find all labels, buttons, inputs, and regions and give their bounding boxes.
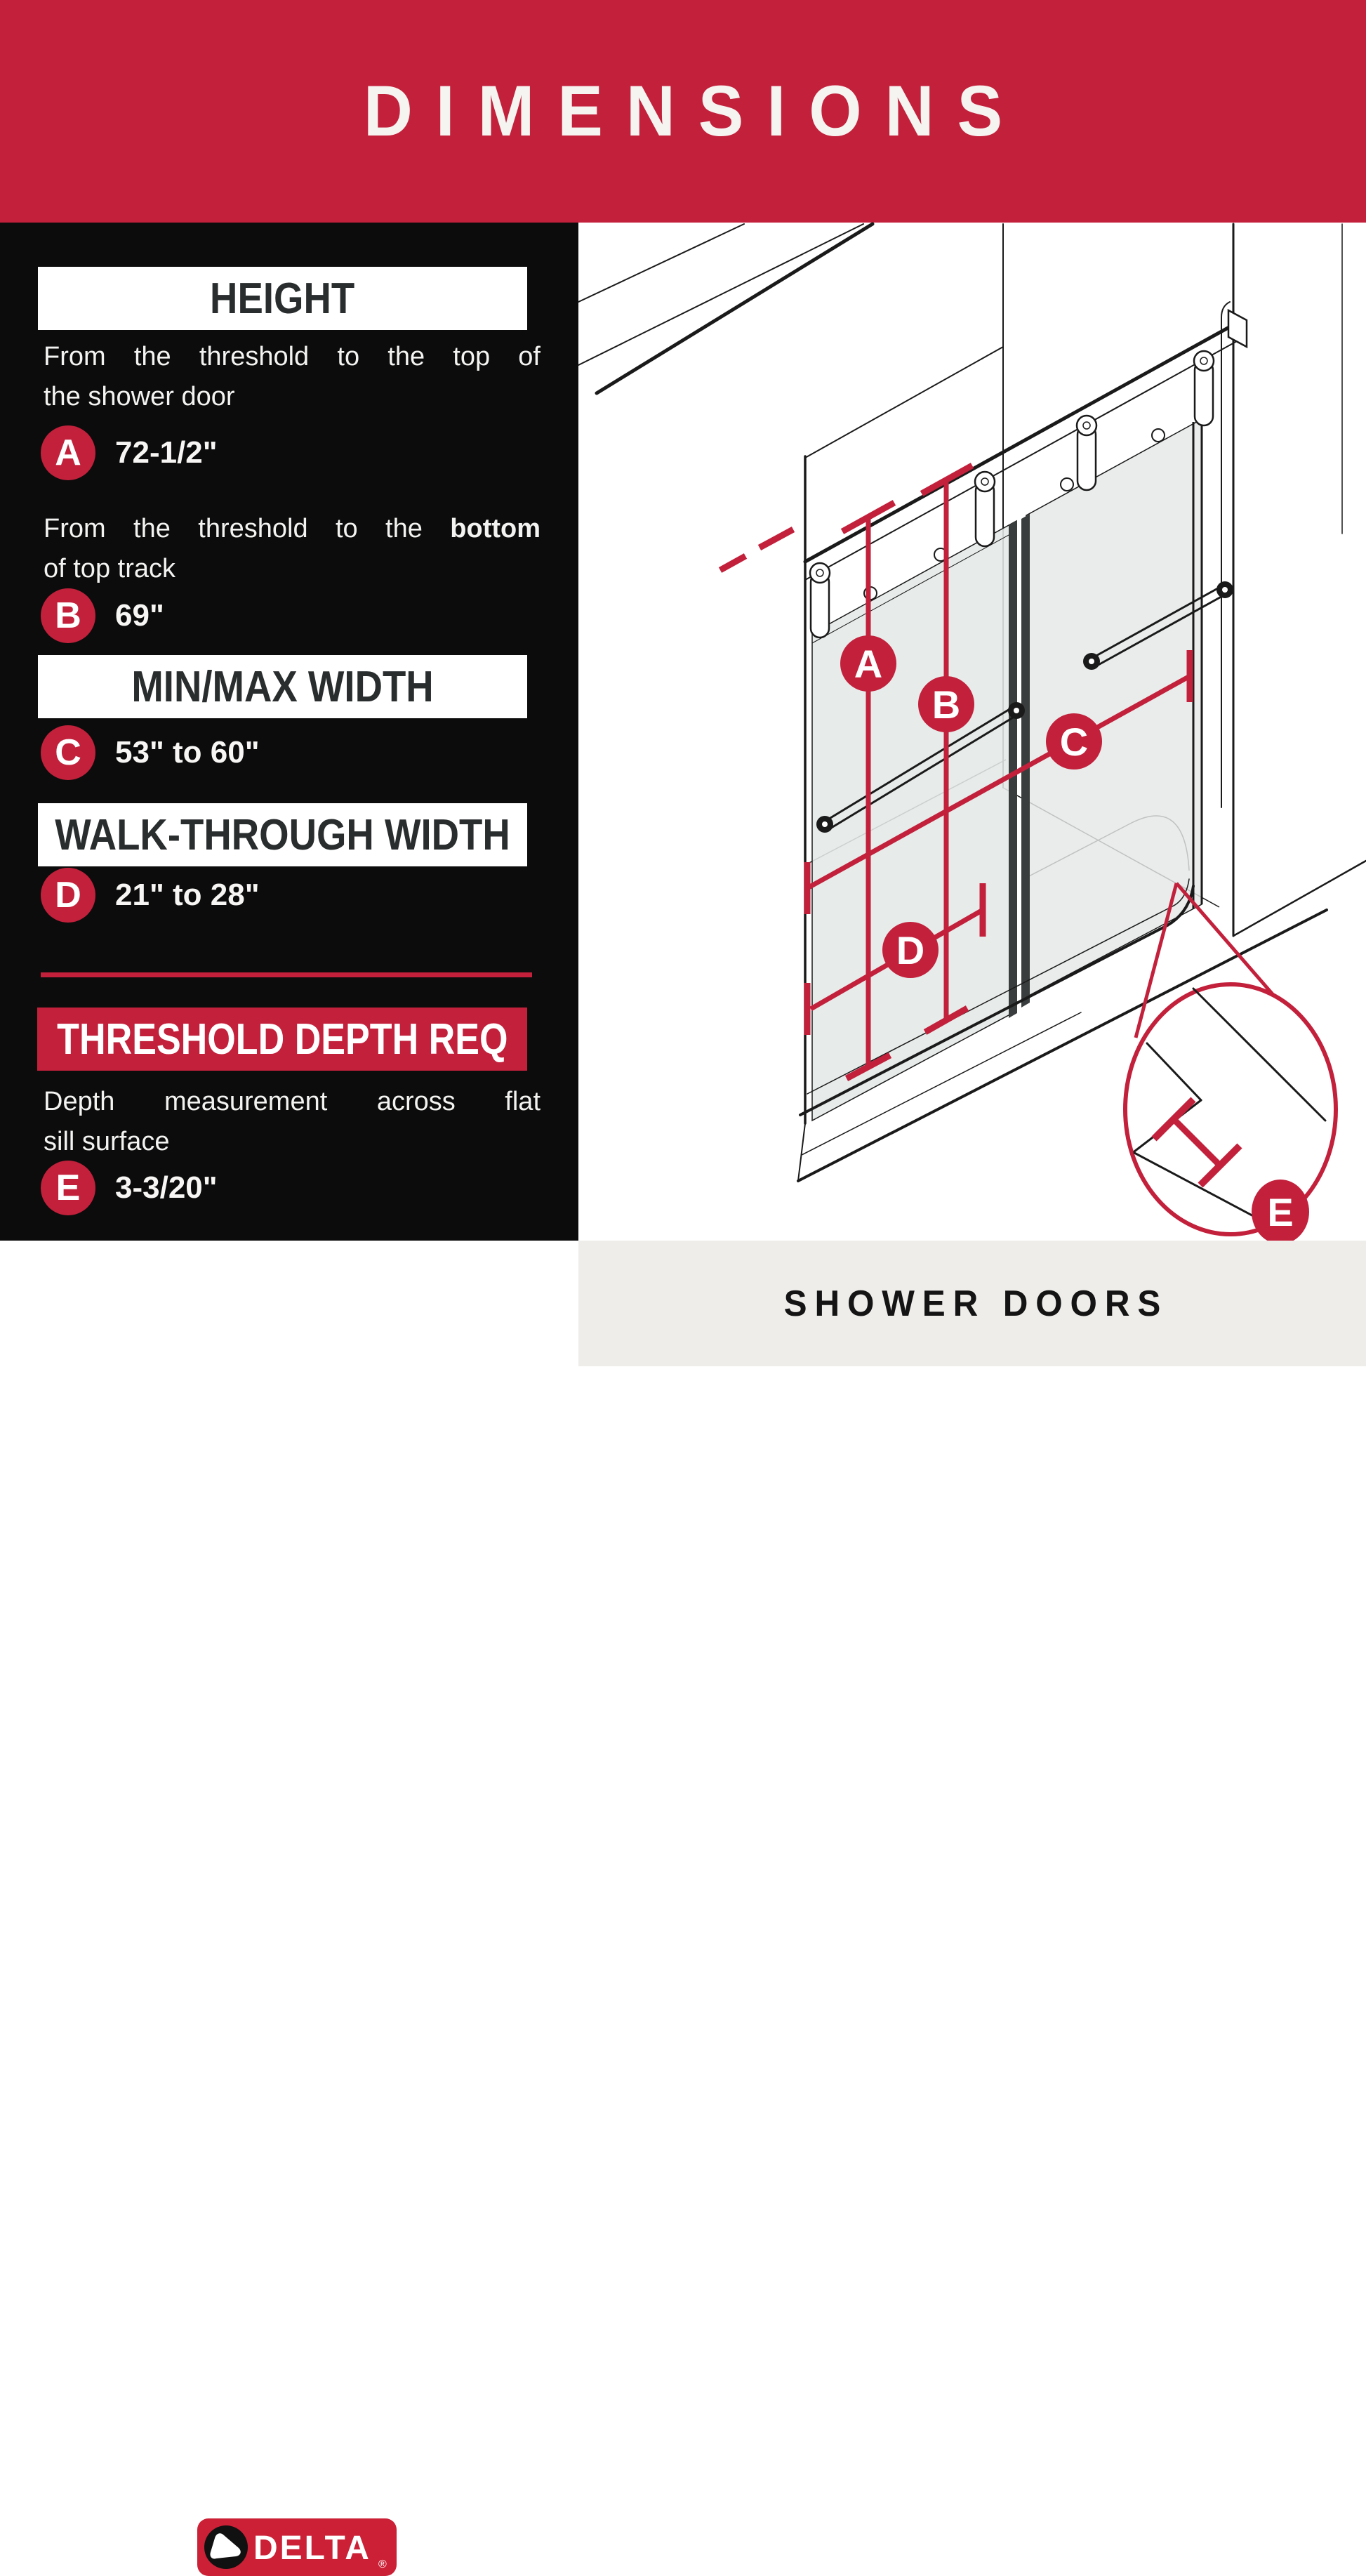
footer-right xyxy=(578,1241,1366,1366)
red-divider-line xyxy=(41,972,532,977)
section-title: HEIGHT xyxy=(210,274,355,323)
category-title: SHOWER DOORS xyxy=(783,1283,1169,1324)
dimension-row-d xyxy=(41,868,260,923)
dimension-badge-c: C xyxy=(41,725,95,780)
isometric-drawing xyxy=(578,223,1366,1241)
screw xyxy=(1152,429,1165,442)
section-header-height xyxy=(38,267,527,330)
bold-word: bottom xyxy=(450,514,541,543)
height-description-2: From the threshold to the bottom of top track xyxy=(44,514,541,583)
page-title: DIMENSIONS xyxy=(363,71,1026,151)
screw xyxy=(1061,478,1073,491)
dimension-row-e xyxy=(41,1161,218,1215)
specs-panel xyxy=(0,223,578,1241)
label-letter-d: D xyxy=(896,928,925,972)
dimension-value-a: 72-1/2" xyxy=(115,435,218,470)
header-band xyxy=(0,0,1366,223)
section-title: MIN/MAX WIDTH xyxy=(131,662,434,711)
threshold-detail-magnifier xyxy=(1125,883,1336,1234)
dimension-badge-a: A xyxy=(41,425,95,480)
shower-door-diagram xyxy=(578,223,1366,1241)
section-header-threshold xyxy=(37,1008,527,1071)
label-letter-e: E xyxy=(1267,1190,1294,1234)
threshold-description: Depth measurement across flat sill surface xyxy=(44,1087,541,1156)
section-header-minmax xyxy=(38,655,527,718)
front-glass-panel xyxy=(1026,419,1202,997)
dimension-badge-d: D xyxy=(41,868,95,923)
track-end-cap xyxy=(1228,310,1247,347)
delta-wordmark: DELTA xyxy=(253,2530,371,2567)
dimension-value-b: 69" xyxy=(115,598,164,633)
label-letter-a: A xyxy=(854,642,883,686)
dimension-badge-e: E xyxy=(41,1161,95,1215)
label-letter-b: B xyxy=(931,682,961,727)
footer-left xyxy=(0,1241,578,2570)
delta-logo xyxy=(197,2518,397,2576)
height-description: From the threshold to the top of the shower door xyxy=(44,342,541,411)
dimension-value-d: 21" to 28" xyxy=(115,878,260,912)
track-dash xyxy=(720,556,745,570)
track-dash xyxy=(760,529,793,548)
section-title: WALK-THROUGH WIDTH xyxy=(55,810,510,859)
dimension-row-a xyxy=(41,425,218,480)
center-stile-2 xyxy=(1021,514,1030,1008)
dimension-badge-b: B xyxy=(41,588,95,643)
section-title: THRESHOLD DEPTH REQ xyxy=(56,1015,508,1064)
section-header-walkthrough xyxy=(38,803,527,866)
dimension-value-c: 53" to 60" xyxy=(115,735,260,770)
registered-mark: ® xyxy=(378,2558,387,2570)
dimension-row-b xyxy=(41,588,164,643)
dimension-value-e: 3-3/20" xyxy=(115,1170,218,1205)
label-letter-c: C xyxy=(1059,720,1089,764)
dimension-row-c xyxy=(41,725,260,780)
center-stile xyxy=(1009,520,1017,1018)
